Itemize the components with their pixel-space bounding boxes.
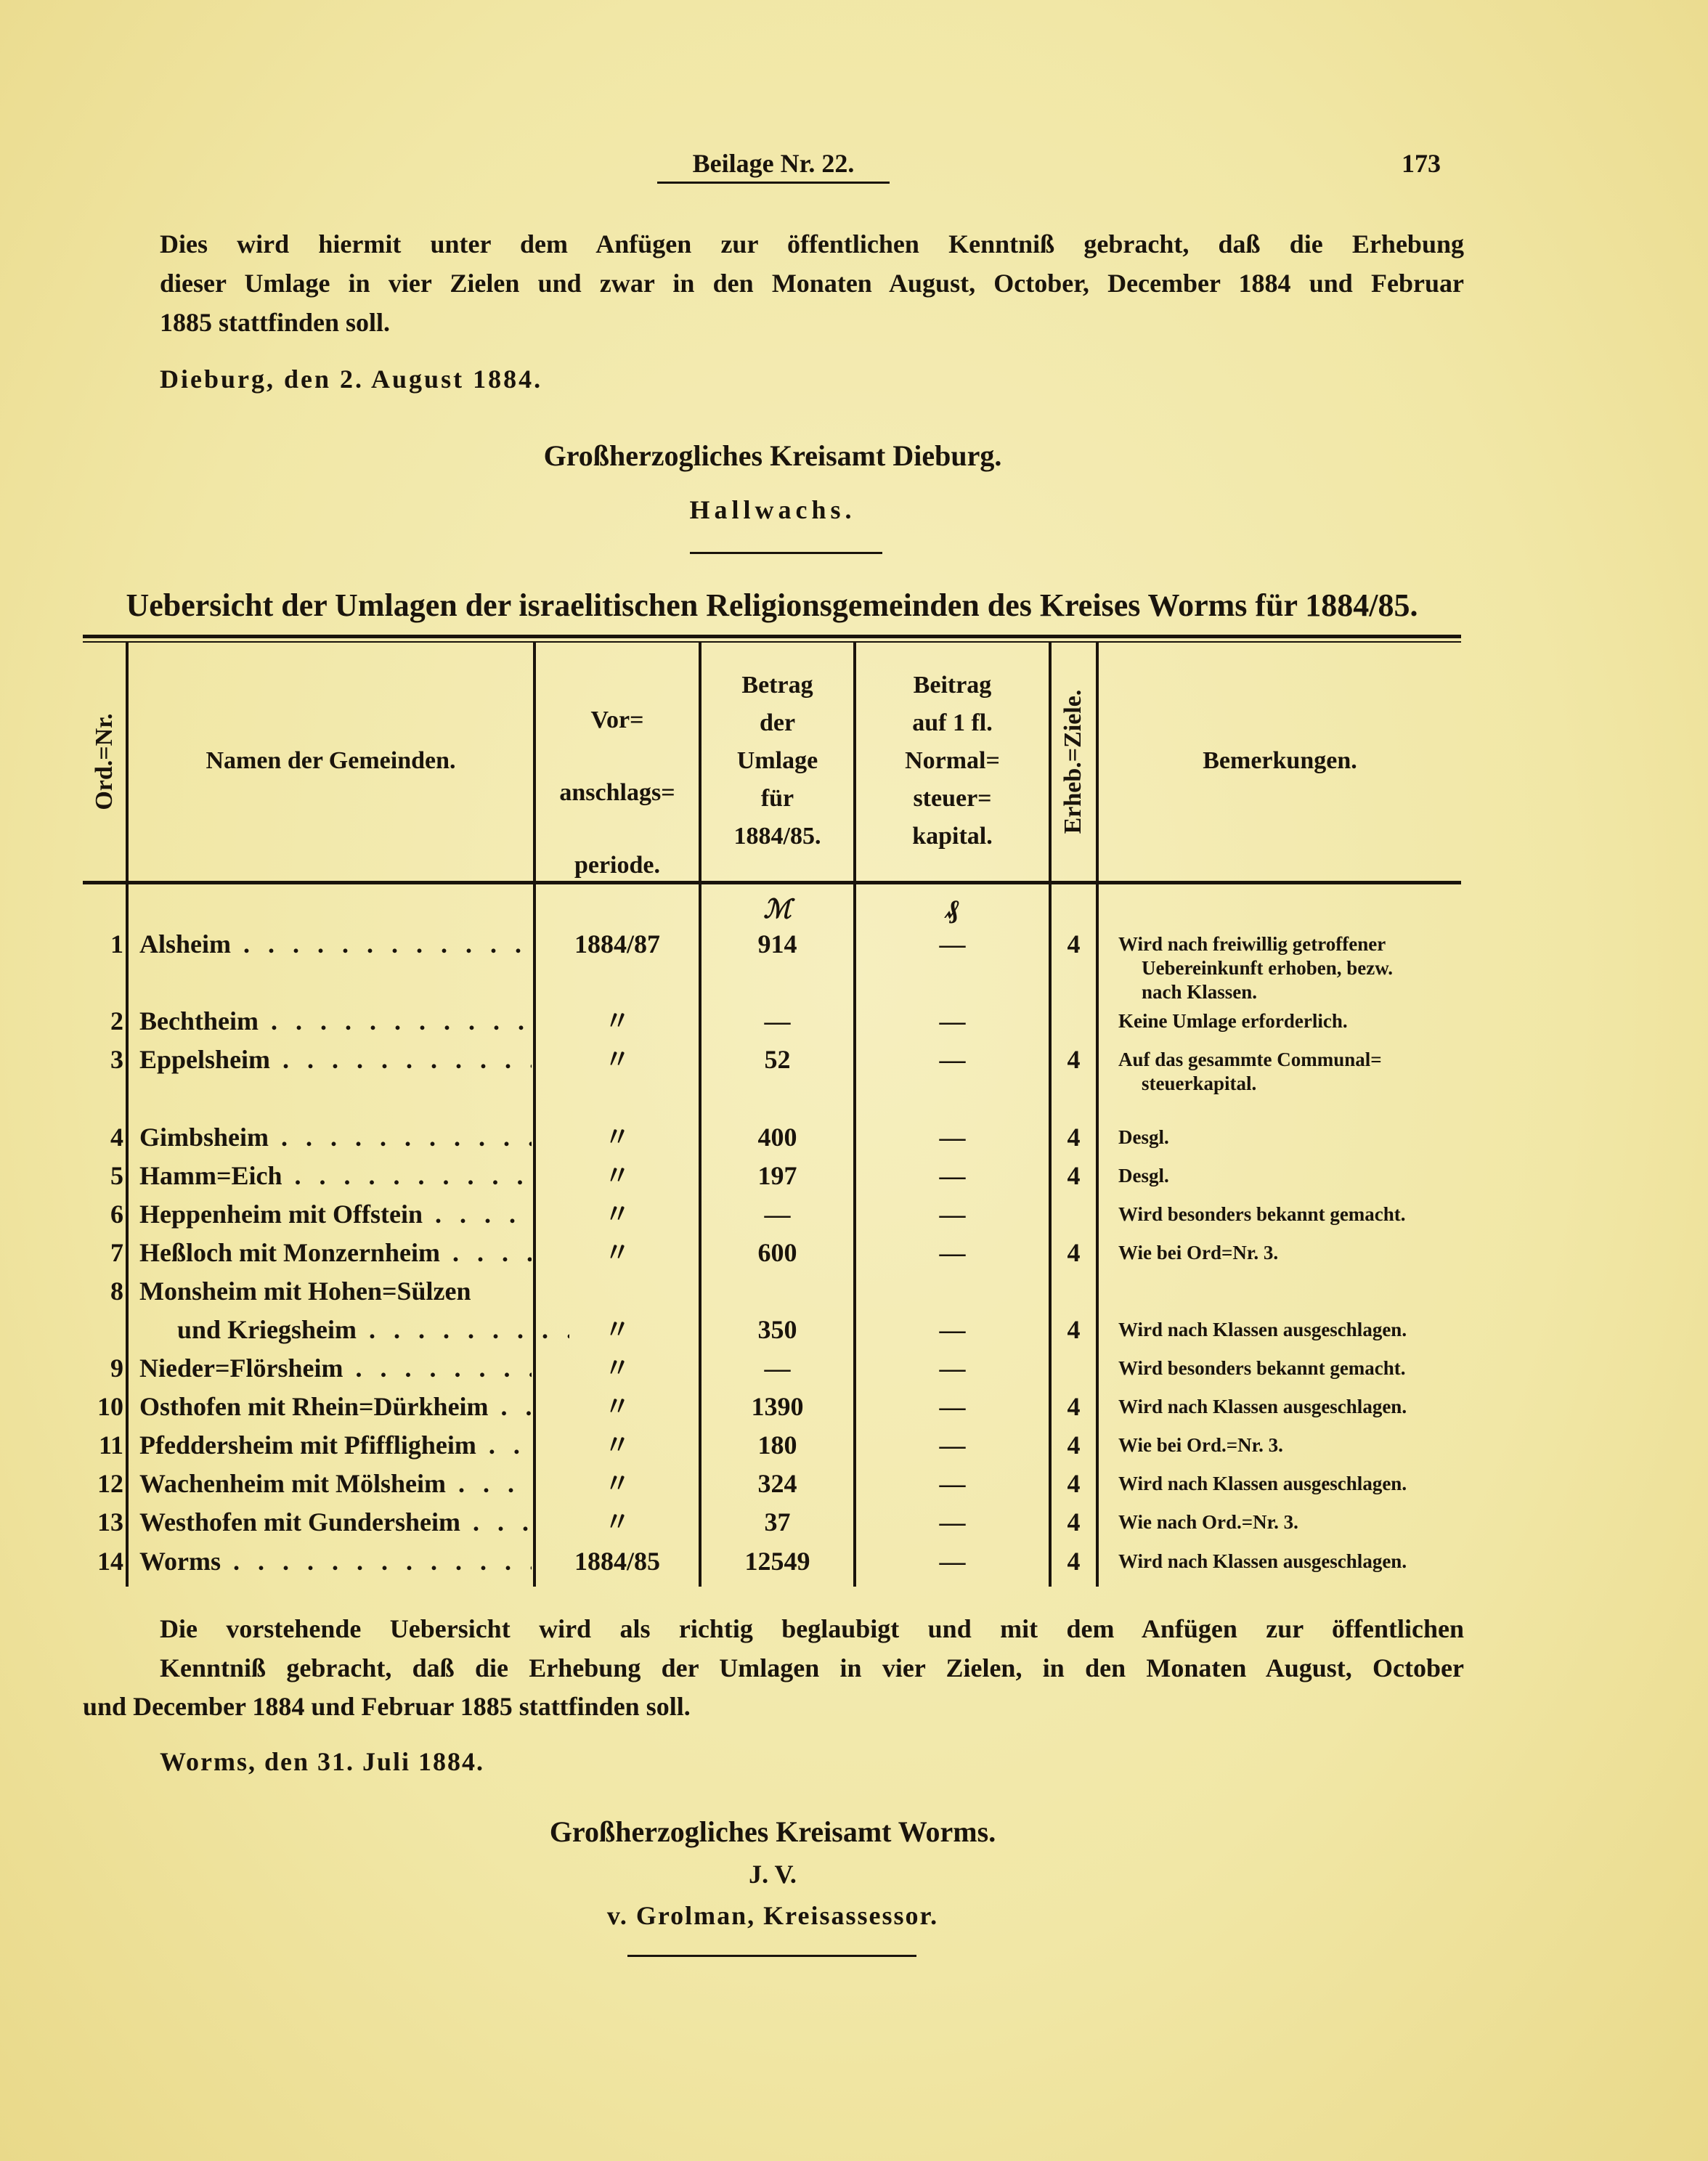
row-number: 9 bbox=[110, 1354, 123, 1383]
levy-amount: 197 bbox=[757, 1161, 797, 1190]
header-ziele: Erheb.=Ziele. bbox=[1060, 689, 1086, 834]
levy-amount: 1390 bbox=[751, 1392, 804, 1421]
assessment-period: 〃 bbox=[603, 1200, 630, 1229]
remark bbox=[1118, 1550, 1467, 1574]
municipality-name: Alsheim . . . bbox=[139, 929, 532, 959]
notice2-line: Die vorstehende Uebersicht wird als richtig beglaubigt und mit dem Anfügen zur öffentlichen bbox=[160, 1614, 1464, 1643]
remark-line: Desgl. bbox=[1118, 1165, 1169, 1187]
collection-terms: 4 bbox=[1067, 1315, 1081, 1344]
remark bbox=[1118, 1126, 1467, 1149]
header-period-line: periode. bbox=[574, 852, 661, 879]
header-rate-line: auf 1 fl. bbox=[912, 709, 993, 736]
notice2-line: und December 1884 und Februar 1885 stattfinden soll. bbox=[83, 1692, 691, 1721]
row-number: 7 bbox=[110, 1238, 123, 1267]
remark-line: Wird besonders bekannt gemacht. bbox=[1118, 1357, 1406, 1379]
collection-terms: 4 bbox=[1067, 1431, 1081, 1460]
notice1-authority: Großherzogliches Kreisamt Dieburg. bbox=[543, 439, 1002, 472]
remark bbox=[1118, 1164, 1467, 1188]
collection-terms: 4 bbox=[1067, 1123, 1081, 1152]
remark bbox=[1118, 1202, 1467, 1226]
assessment-period: 〃 bbox=[603, 1238, 630, 1267]
rate-per-florin: — bbox=[939, 1431, 966, 1460]
assessment-period: 1884/87 bbox=[574, 929, 660, 959]
levy-amount: 350 bbox=[757, 1315, 797, 1344]
remark-line: Wie nach Ord.=Nr. 3. bbox=[1118, 1511, 1298, 1533]
rate-per-florin: — bbox=[939, 1123, 966, 1152]
separator-rule bbox=[690, 552, 882, 554]
notice2-authority: Großherzogliches Kreisamt Worms. bbox=[549, 1815, 996, 1848]
remark bbox=[1118, 1472, 1467, 1496]
municipality-name: Monsheim mit Hohen=Sülzen bbox=[139, 1277, 471, 1306]
rate-per-florin: — bbox=[939, 929, 966, 959]
row-number: 12 bbox=[97, 1469, 123, 1498]
table-title: Uebersicht der Umlagen der israelitischen Religionsgemeinden des Kreises Worms für 1884/85. bbox=[126, 587, 1418, 623]
remark-line: steuerkapital. bbox=[1142, 1073, 1257, 1094]
levy-amount: 12549 bbox=[744, 1547, 810, 1576]
unit-mark: ℳ bbox=[763, 895, 792, 924]
municipality-name: Osthofen mit Rhein=Dürkheim . . . bbox=[139, 1392, 532, 1421]
rate-per-florin: — bbox=[939, 1161, 966, 1190]
row-number: 3 bbox=[110, 1045, 123, 1074]
collection-terms: 4 bbox=[1067, 1507, 1081, 1537]
closing-rule bbox=[627, 1955, 916, 1957]
remark bbox=[1118, 1356, 1467, 1380]
levy-amount: — bbox=[764, 1006, 791, 1035]
notice1-place-date: Dieburg, den 2. August 1884. bbox=[160, 365, 543, 394]
remark-line: Wird nach Klassen ausgeschlagen. bbox=[1118, 1319, 1407, 1340]
header-ord-nr: Ord.=Nr. bbox=[91, 713, 118, 810]
title-underline bbox=[657, 182, 890, 184]
rate-per-florin: — bbox=[939, 1354, 966, 1383]
notice2-line: Kenntniß gebracht, daß die Erhebung der Umlagen in vier Zielen, in den Monaten August, October bbox=[160, 1653, 1464, 1682]
municipality-name: Westhofen mit Gundersheim . . . bbox=[139, 1507, 532, 1537]
table-header-rule bbox=[83, 881, 1461, 884]
assessment-period: 〃 bbox=[603, 1431, 630, 1460]
header-period-line: anschlags= bbox=[559, 779, 675, 806]
rate-per-florin: — bbox=[939, 1392, 966, 1421]
header-amount bbox=[702, 667, 853, 855]
header-name: Namen der Gemeinden. bbox=[206, 747, 456, 774]
header-period bbox=[536, 684, 699, 902]
levy-amount: 600 bbox=[757, 1238, 797, 1267]
levy-amount: 400 bbox=[757, 1123, 797, 1152]
municipality-name: Hamm=Eich . . . bbox=[139, 1161, 532, 1190]
assessment-period: 〃 bbox=[603, 1507, 630, 1537]
assessment-period: 〃 bbox=[603, 1315, 630, 1344]
remark-line: Wird besonders bekannt gemacht. bbox=[1118, 1203, 1406, 1225]
row-number: 2 bbox=[110, 1006, 123, 1035]
header-amount-line: der bbox=[759, 709, 796, 736]
remark-line: Auf das gesammte Communal= bbox=[1118, 1049, 1382, 1070]
rate-per-florin: — bbox=[939, 1006, 966, 1035]
notice2-signature: v. Grolman, Kreisassessor. bbox=[606, 1901, 939, 1930]
notice1-signature: Hallwachs. bbox=[689, 495, 856, 524]
remark-line: Desgl. bbox=[1118, 1126, 1169, 1148]
municipality-name: Eppelsheim . . . bbox=[139, 1045, 532, 1074]
remark bbox=[1118, 1009, 1467, 1033]
levy-amount: 324 bbox=[757, 1469, 797, 1498]
column-divider bbox=[126, 643, 129, 1587]
header-rate-line: Normal= bbox=[905, 747, 1000, 774]
notice1-line: Dies wird hiermit unter dem Anfügen zur öffentlichen Kenntniß gebracht, daß die Erhebung bbox=[160, 229, 1464, 259]
levy-amount: — bbox=[764, 1354, 791, 1383]
notice1-line: dieser Umlage in vier Zielen und zwar in den Monaten August, October, December 1884 und Februar bbox=[160, 269, 1464, 298]
row-number: 14 bbox=[97, 1547, 123, 1576]
page-number: 173 bbox=[1402, 149, 1441, 178]
remark bbox=[1118, 1395, 1467, 1419]
row-number: 13 bbox=[97, 1507, 123, 1537]
header-amount-line: Betrag bbox=[741, 672, 813, 699]
row-number: 8 bbox=[110, 1277, 123, 1306]
municipality-name: Pfeddersheim mit Pfiffligheim . . . bbox=[139, 1431, 532, 1460]
row-number: 10 bbox=[97, 1392, 123, 1421]
row-number: 11 bbox=[98, 1431, 123, 1460]
rate-per-florin: — bbox=[939, 1547, 966, 1576]
rate-per-florin: — bbox=[939, 1315, 966, 1344]
header-amount-line: für bbox=[760, 785, 794, 812]
row-number: 1 bbox=[110, 929, 123, 959]
unit-pfennig: ₰ bbox=[946, 895, 959, 924]
row-number: 5 bbox=[110, 1161, 123, 1190]
header-rate bbox=[856, 667, 1049, 855]
remark bbox=[1118, 932, 1467, 1004]
rate-per-florin: — bbox=[939, 1200, 966, 1229]
column-divider bbox=[1096, 643, 1099, 1587]
remark bbox=[1118, 1048, 1467, 1096]
rate-per-florin: — bbox=[939, 1469, 966, 1498]
remark bbox=[1118, 1241, 1467, 1265]
collection-terms: 4 bbox=[1067, 929, 1081, 959]
collection-terms: 4 bbox=[1067, 1238, 1081, 1267]
levy-amount: — bbox=[764, 1200, 791, 1229]
remark-line: Keine Umlage erforderlich. bbox=[1118, 1010, 1348, 1032]
assessment-period: 〃 bbox=[603, 1161, 630, 1190]
rate-per-florin: — bbox=[939, 1238, 966, 1267]
remark-line: Uebereinkunft erhoben, bezw. bbox=[1142, 957, 1394, 979]
notice2-place-date: Worms, den 31. Juli 1884. bbox=[160, 1747, 485, 1776]
remark-line: Wird nach freiwillig getroffener bbox=[1118, 933, 1386, 955]
collection-terms: 4 bbox=[1067, 1547, 1081, 1576]
levy-amount: 37 bbox=[764, 1507, 791, 1537]
levy-amount: 180 bbox=[757, 1431, 797, 1460]
rate-per-florin: — bbox=[939, 1507, 966, 1537]
notice2-proxy: J. V. bbox=[749, 1860, 797, 1889]
collection-terms: 4 bbox=[1067, 1045, 1081, 1074]
collection-terms: 4 bbox=[1067, 1392, 1081, 1421]
assessment-period: 〃 bbox=[603, 1045, 630, 1074]
rate-per-florin: — bbox=[939, 1045, 966, 1074]
levy-amount: 52 bbox=[764, 1045, 791, 1074]
assessment-period: 1884/85 bbox=[574, 1547, 660, 1576]
header-remarks: Bemerkungen. bbox=[1203, 747, 1357, 774]
supplement-title: Beilage Nr. 22. bbox=[692, 149, 855, 178]
levy-amount: 914 bbox=[757, 929, 797, 959]
collection-terms: 4 bbox=[1067, 1161, 1081, 1190]
header-rate-line: Beitrag bbox=[913, 672, 992, 699]
header-amount-line: 1884/85. bbox=[733, 823, 821, 850]
remark bbox=[1118, 1318, 1467, 1342]
municipality-name: Heßloch mit Monzernheim . . . bbox=[139, 1238, 532, 1267]
remark-line: Wie bei Ord.=Nr. 3. bbox=[1118, 1434, 1283, 1456]
remark bbox=[1118, 1510, 1467, 1534]
header-rate-line: steuer= bbox=[913, 785, 992, 812]
municipality-name: Gimbsheim . . . bbox=[139, 1123, 532, 1152]
municipality-name: Nieder=Flörsheim . . . bbox=[139, 1354, 532, 1383]
notice1-line: 1885 stattfinden soll. bbox=[160, 308, 391, 337]
municipality-name: Heppenheim mit Offstein . . . bbox=[139, 1200, 532, 1229]
row-number: 4 bbox=[110, 1123, 123, 1152]
remark-line: nach Klassen. bbox=[1142, 981, 1258, 1003]
remark-line: Wird nach Klassen ausgeschlagen. bbox=[1118, 1550, 1407, 1572]
table-top-rule-thin bbox=[83, 641, 1461, 643]
remark-line: Wird nach Klassen ausgeschlagen. bbox=[1118, 1396, 1407, 1417]
collection-terms: 4 bbox=[1067, 1469, 1081, 1498]
assessment-period: 〃 bbox=[603, 1392, 630, 1421]
assessment-period: 〃 bbox=[603, 1006, 630, 1035]
header-rate-line: kapital. bbox=[912, 823, 993, 850]
assessment-period: 〃 bbox=[603, 1469, 630, 1498]
municipality-name: Bechtheim . . . bbox=[139, 1006, 532, 1035]
header-period-line: Vor= bbox=[590, 707, 644, 733]
municipality-name: Worms . . . bbox=[139, 1547, 532, 1576]
remark-line: Wird nach Klassen ausgeschlagen. bbox=[1118, 1473, 1407, 1494]
row-number: 6 bbox=[110, 1200, 123, 1229]
header-amount-line: Umlage bbox=[736, 747, 818, 774]
assessment-period: 〃 bbox=[603, 1123, 630, 1152]
assessment-period: 〃 bbox=[603, 1354, 630, 1383]
remark-line: Wie bei Ord=Nr. 3. bbox=[1118, 1242, 1279, 1263]
remark bbox=[1118, 1433, 1467, 1457]
municipality-name: und Kriegsheim . . . bbox=[139, 1315, 569, 1344]
table-top-rule bbox=[83, 635, 1461, 638]
municipality-name: Wachenheim mit Mölsheim . . . bbox=[139, 1469, 532, 1498]
